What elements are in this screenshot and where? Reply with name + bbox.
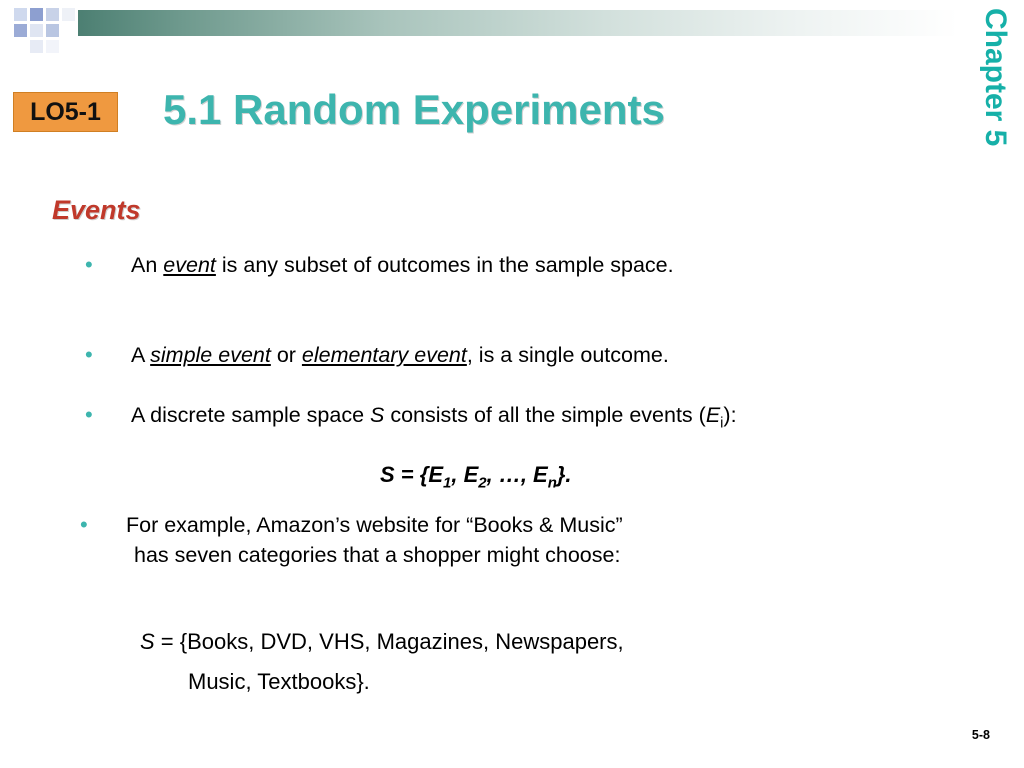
deco-square — [14, 24, 27, 37]
deco-square — [46, 8, 59, 21]
emphasis-term: simple event — [150, 343, 271, 367]
learning-objective-badge: LO5-1 — [13, 92, 118, 132]
deco-square — [30, 8, 43, 21]
equation-sample-space: $S = \{E_1$, $E_2$, …, $E_n$}. — [380, 462, 572, 492]
bullet-dot-icon: • — [85, 402, 93, 427]
page-number: 5-8 — [971, 728, 990, 742]
bullet-dot-icon: • — [80, 512, 88, 537]
list-item — [80, 510, 960, 570]
deco-square — [30, 24, 43, 37]
symbol-e: E — [705, 403, 721, 427]
emphasis-term: elementary event — [301, 343, 467, 367]
symbol-s: S — [370, 403, 385, 427]
list-item-line2: has seven categories that a shopper might choose: — [134, 543, 621, 567]
list-item — [85, 250, 945, 280]
chapter-label: Chapter 5 — [979, 8, 1012, 147]
list-item-label — [126, 510, 960, 570]
gradient-bar — [78, 10, 958, 36]
list-item — [85, 340, 945, 370]
list-item-label: A simple event or elementary event, is a single outcome. — [131, 343, 669, 367]
sample-space-line2: Music, Textbooks}. — [188, 669, 370, 694]
section-heading: Events — [52, 195, 141, 225]
bullet-dot-icon: • — [85, 252, 93, 277]
list-item-label: A discrete sample space S consists of all the simple events $(E_i)$: — [131, 403, 737, 432]
deco-square — [46, 40, 59, 53]
page-title: 5.1 Random Experiments — [163, 86, 665, 133]
deco-square — [14, 8, 27, 21]
deco-square — [62, 8, 75, 21]
deco-square — [46, 24, 59, 37]
emphasis-term: event — [163, 253, 216, 277]
list-item — [85, 400, 965, 438]
symbol-s: S — [140, 629, 155, 654]
bullet-dot-icon: • — [85, 342, 93, 367]
list-item-line1: For example, Amazon’s website for “Books & Music” — [126, 513, 623, 537]
sample-space-listing — [140, 622, 624, 702]
decorative-top-band — [0, 0, 1024, 62]
subscript-i: i — [720, 415, 724, 432]
sample-space-line1: = {Books, DVD, VHS, Magazines, Newspapers, — [154, 629, 624, 654]
list-item-label: An event is any subset of outcomes in the sample space. — [131, 253, 674, 277]
deco-square — [30, 40, 43, 53]
